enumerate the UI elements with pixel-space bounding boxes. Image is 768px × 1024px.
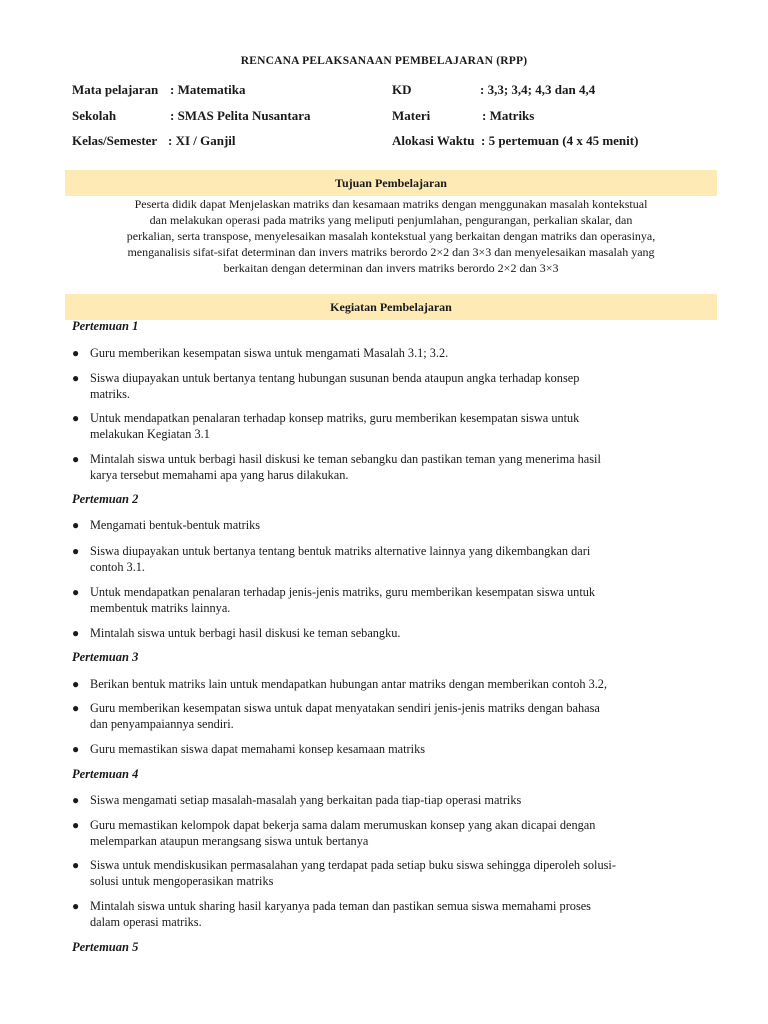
bullet-icon: ● (72, 677, 80, 691)
tujuan-line: menganalisis sifat-sifat determinan dan invers matriks berordo 2×2 dan 3×3 dan menyelesaikan masalah yang (127, 245, 655, 259)
bullet-icon: ● (72, 818, 80, 832)
item-line: Guru memastikan kelompok dapat bekerja sama dalam merumuskan konsep yang akan dicapai dengan (90, 818, 596, 832)
item-line: melemparkan ataupun merangsang siswa untuk bertanya (90, 834, 369, 848)
kelas-value: : XI / Ganjil (168, 133, 236, 148)
tujuan-line: perkalian, serta transpose, menyelesaikan masalah kontekstual yang berkaitan dengan matriks dan operasinya, (126, 229, 656, 243)
tujuan-heading: Tujuan Pembelajaran (65, 170, 717, 196)
alokasi-label: Alokasi Waktu (392, 133, 475, 148)
kd-value: : 3,3; 3,4; 4,3 dan 4,4 (480, 82, 596, 97)
kegiatan-heading: Kegiatan Pembelajaran (65, 294, 717, 320)
bullet-icon: ● (72, 626, 80, 640)
tujuan-paragraph (65, 196, 717, 276)
item-line: Siswa diupayakan untuk bertanya tentang bentuk matriks alternative lainnya yang dikembangkan dari (90, 544, 591, 558)
mapel-value: : Matematika (170, 82, 246, 97)
item-line: Berikan bentuk matriks lain untuk mendapatkan hubungan antar matriks dengan memberikan contoh 3.2, (90, 677, 608, 691)
kelas-label: Kelas/Semester (72, 133, 158, 148)
bullet-icon: ● (72, 518, 80, 532)
bullet-icon: ● (72, 899, 80, 913)
item-line: matriks. (90, 387, 130, 401)
item-line: Untuk mendapatkan penalaran terhadap jenis-jenis matriks, guru memberikan kesempatan siswa untuk (90, 585, 596, 599)
bullet-icon: ● (72, 858, 80, 872)
item-line: Guru memberikan kesempatan siswa untuk mengamati Masalah 3.1; 3.2. (90, 346, 449, 360)
bullet-icon: ● (72, 585, 80, 599)
bullet-icon: ● (72, 544, 80, 558)
item-line: membentuk matriks lainnya. (90, 601, 231, 615)
bullet-icon: ● (72, 701, 80, 715)
tujuan-line: Peserta didik dapat Menjelaskan matriks dan kesamaan matriks dengan menggunakan masalah kontekstual (134, 197, 648, 211)
materi-label: Materi (392, 108, 431, 123)
section-title-pertemuan-4: Pertemuan 4 (72, 767, 139, 781)
item-line: dalam operasi matriks. (90, 915, 202, 929)
item-line: solusi untuk mengoperasikan matriks (90, 874, 274, 888)
item-line: Guru memastikan siswa dapat memahami konsep kesamaan matriks (90, 742, 426, 756)
item-line: Siswa untuk mendiskusikan permasalahan yang terdapat pada setiap buku siswa sehingga diperoleh solusi- (90, 858, 616, 872)
item-line: Mintalah siswa untuk berbagi hasil diskusi ke teman sebangku. (90, 626, 401, 640)
bullet-icon: ● (72, 742, 80, 756)
section-title-pertemuan-3: Pertemuan 3 (72, 650, 139, 664)
document-title: RENCANA PELAKSANAAN PEMBELAJARAN (RPP) (240, 55, 528, 67)
bullet-icon: ● (72, 371, 80, 385)
item-line: contoh 3.1. (90, 560, 145, 574)
item-line: karya tersebut memahami apa yang harus dilakukan. (90, 468, 349, 482)
item-line: dan penyampaiannya sendiri. (90, 717, 234, 731)
bullet-icon: ● (72, 411, 80, 425)
tujuan-line: dan melakukan operasi pada matriks yang meliputi penjumlahan, pengurangan, perkalian skalar, dan (149, 213, 633, 227)
item-line: Untuk mendapatkan penalaran terhadap konsep matriks, guru memberikan kesempatan siswa untuk (90, 411, 580, 425)
item-line: Siswa mengamati setiap masalah-masalah yang berkaitan pada tiap-tiap operasi matriks (90, 793, 522, 807)
tujuan-line: berkaitan dengan determinan dan invers matriks berordo 2×2 dan 3×3 (223, 261, 559, 275)
alokasi-value: : 5 pertemuan (4 x 45 menit) (481, 133, 639, 148)
kd-label: KD (392, 82, 412, 97)
section-title-pertemuan-5: Pertemuan 5 (72, 940, 139, 954)
item-line: Siswa diupayakan untuk bertanya tentang hubungan susunan benda ataupun angka terhadap konsep (90, 371, 580, 385)
item-line: melakukan Kegiatan 3.1 (90, 427, 210, 441)
item-line: Mengamati bentuk-bentuk matriks (90, 518, 261, 532)
bullet-icon: ● (72, 346, 80, 360)
bullet-icon: ● (72, 452, 80, 466)
section-title-pertemuan-2: Pertemuan 2 (72, 492, 139, 506)
sekolah-value: : SMAS Pelita Nusantara (170, 108, 311, 123)
section-title-pertemuan-1: Pertemuan 1 (72, 319, 139, 333)
item-line: Mintalah siswa untuk sharing hasil karyanya pada teman dan pastikan semua siswa memahami proses (90, 899, 591, 913)
materi-value: : Matriks (482, 108, 535, 123)
bullet-icon: ● (72, 793, 80, 807)
mapel-label: Mata pelajaran (72, 82, 159, 97)
item-line: Mintalah siswa untuk berbagi hasil diskusi ke teman sebangku dan pastikan teman yang menerima hasil (90, 452, 601, 466)
sekolah-label: Sekolah (72, 108, 117, 123)
item-line: Guru memberikan kesempatan siswa untuk dapat menyatakan sendiri jenis-jenis matriks dengan bahasa (90, 701, 600, 715)
